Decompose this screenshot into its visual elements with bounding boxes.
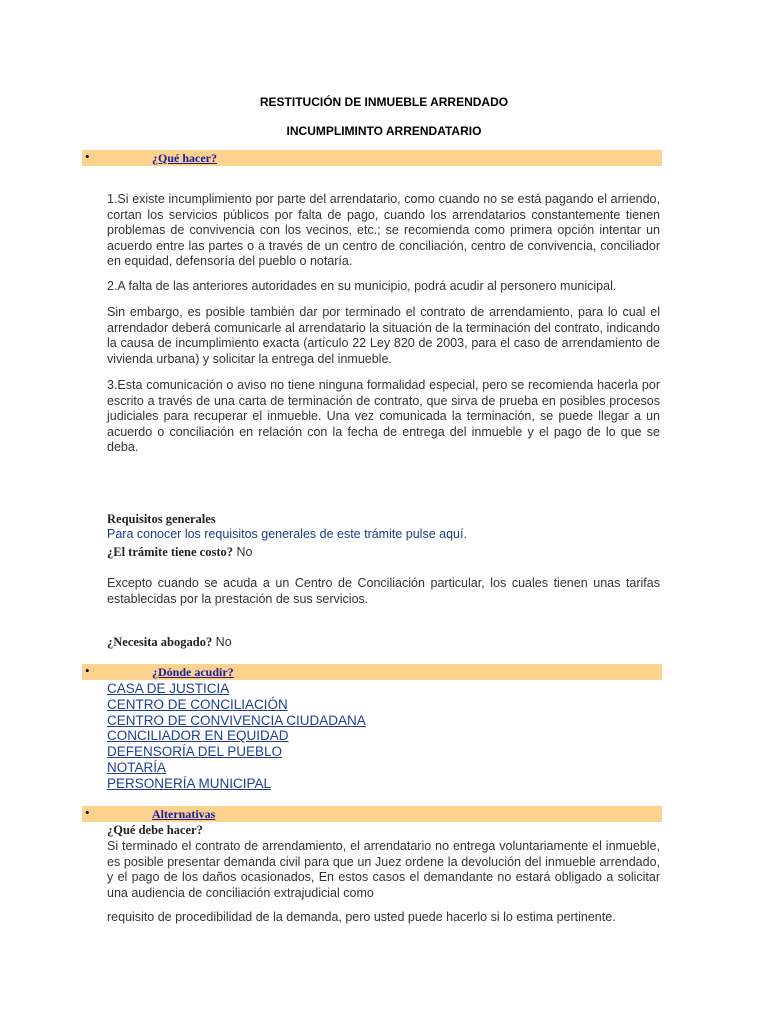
places-list xyxy=(107,681,366,792)
bullet-icon: • xyxy=(85,663,90,678)
place-link-conciliador-en-equidad[interactable]: CONCILIADOR EN EQUIDAD xyxy=(107,728,289,744)
paragraph-alternativas-2: requisito de procedibilidad de la demanda, pero usted puede hacerlo si lo estima pertinente. xyxy=(107,910,616,924)
section-bar-que-hacer xyxy=(82,150,662,166)
que-hacer-link[interactable]: ¿Qué hacer? xyxy=(152,151,217,165)
paragraph-que-hacer-4: 3.Esta comunicación o aviso no tiene ninguna formalidad especial, pero se recomienda hacerla por escrito a través de una carta de terminación de contrato, que sirva de prueba en posibles procesos judiciales para recuperar el inmueble. Una vez comunicada la terminación, se puede llegar a un acuerdo o conciliación en relación con la fecha de entrega del inmueble y el pago de lo que se deba. xyxy=(107,378,660,455)
costo-line xyxy=(107,543,252,561)
list-item xyxy=(107,744,366,760)
place-link-personeria-municipal[interactable]: PERSONERÍA MUNICIPAL xyxy=(107,775,272,791)
costo-note: Excepto cuando se acuda a un Centro de Conciliación particular, los cuales tienen unas tarifas establecidas por la prestación de sus servicios. xyxy=(107,576,660,606)
list-item xyxy=(107,713,366,729)
place-link-centro-de-conciliacion[interactable]: CENTRO DE CONCILIACIÓN xyxy=(107,696,288,712)
section-bar-donde-acudir xyxy=(82,664,662,680)
requisitos-label: Requisitos generales xyxy=(107,512,216,526)
document-title: RESTITUCIÓN DE INMUEBLE ARRENDADO xyxy=(259,95,509,109)
que-debe-hacer-label: ¿Qué debe hacer? xyxy=(107,823,203,837)
abogado-answer: No xyxy=(212,635,232,649)
paragraph-alternativas-1: Si terminado el contrato de arrendamiento, el arrendatario no entrega voluntariamente el inmueble, es posible presentar demanda civil para que un Juez ordene la devolución del inmueble arrendado, y el pago de los daños ocasionados, En estos casos el demandante no estará obligado a solicitar una audiencia de conciliación extrajudicial como xyxy=(107,839,660,900)
place-link-casa-de-justicia[interactable]: CASA DE JUSTICIA xyxy=(107,681,230,696)
paragraph-que-hacer-1: 1.Si existe incumplimiento por parte del arrendatario, como cuando no se está pagando el arriendo, cortan los servicios públicos por falta de pago, cuando los arrendatarios constantemente tienen problemas de convivencia con los vecinos, etc.; se recomienda como primera opción intentar un acuerdo entre las partes o a través de un centro de conciliación, centro de convivencia, conciliador en equidad, defensoría del pueblo o notaría. xyxy=(107,192,660,269)
alternativas-link[interactable]: Alternativas xyxy=(152,807,216,821)
place-link-notaria[interactable]: NOTARÍA xyxy=(107,759,167,775)
section-bar-alternativas xyxy=(82,806,662,822)
place-link-defensoria-del-pueblo[interactable]: DEFENSORÍA DEL PUEBLO xyxy=(107,744,283,760)
abogado-question: ¿Necesita abogado? xyxy=(107,635,213,649)
costo-answer: No xyxy=(233,545,253,559)
document-subtitle: INCUMPLIMINTO ARRENDATARIO xyxy=(286,124,482,138)
paragraph-que-hacer-3: Sin embargo, es posible también dar por terminado el contrato de arrendamiento, para lo cual el arrendador deberá comunicarle al arrendatario la situación de la terminación del contrato, indicando la causa de incumplimiento exacta (artículo 22 Ley 820 de 2003, para el caso de arrendamiento de vivienda urbana) y solicitar la entrega del inmueble. xyxy=(107,305,660,366)
list-item xyxy=(107,776,366,792)
place-link-centro-de-convivencia[interactable]: CENTRO DE CONVIVENCIA CIUDADANA xyxy=(107,712,366,728)
costo-question: ¿El trámite tiene costo? xyxy=(107,545,234,559)
requisitos-link[interactable]: Para conocer los requisitos generales de este trámite pulse aquí. xyxy=(107,527,467,541)
list-item xyxy=(107,760,366,776)
list-item xyxy=(107,728,366,744)
donde-acudir-link[interactable]: ¿Dónde acudir? xyxy=(152,665,234,679)
paragraph-que-hacer-2: 2.A falta de las anteriores autoridades en su municipio, podrá acudir al personero municipal. xyxy=(107,279,617,293)
abogado-line xyxy=(107,633,232,651)
bullet-icon: • xyxy=(85,805,90,820)
bullet-icon: • xyxy=(85,149,90,164)
list-item xyxy=(107,681,366,697)
list-item xyxy=(107,697,366,713)
